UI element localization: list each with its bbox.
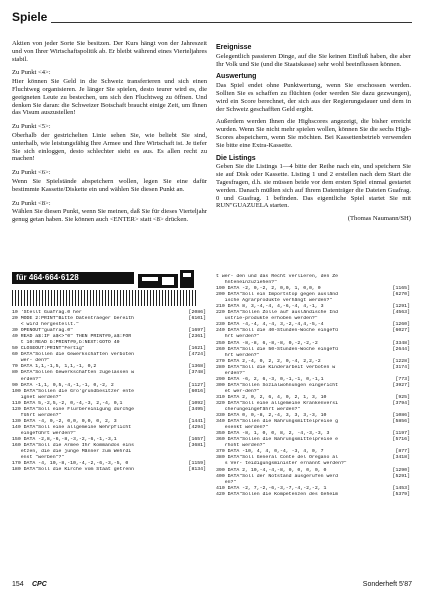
issue-label: Sonderheft 5'87	[362, 581, 412, 588]
code-text: 160 DATA"Soll die Armee Ihr Kommandos eins	[12, 443, 135, 449]
code-text: cherungeingefährt werden?"	[216, 407, 301, 413]
checksum: [1368]	[188, 364, 206, 370]
code-text: < wird hergestellt."	[12, 322, 79, 328]
point-4-label: Zu Punkt <4>:	[12, 69, 51, 77]
checksum: [2086]	[188, 310, 206, 315]
code-line	[12, 467, 206, 473]
code-text: ische Agrarprodukte verhängt werden?"	[216, 298, 333, 304]
code-text: 300 DATA"Sollen Sozialwohnungen eingericht	[216, 382, 339, 388]
page-number: 154	[12, 581, 24, 588]
code-text: en?"	[216, 479, 237, 485]
heading-ereignisse: Ereignisse	[216, 44, 252, 51]
code-text: 110 DATA 5,-2,5,-2, 0,-4,-3, 2,-4, 0,1	[12, 400, 123, 406]
section-title: Spiele	[12, 10, 51, 24]
code-line	[216, 492, 410, 498]
code-text: hrt werden?"	[216, 334, 260, 340]
code-text: 120 DATA"Soll eine Flurbereinigung durchge	[12, 406, 135, 412]
checksum: [1165]	[392, 286, 410, 292]
code-text: hnteneinzuziehen?"	[216, 280, 278, 286]
code-text: 210 DATA 8, 3,-4,-4, 4,-6,-4, 4,-1, 3	[216, 304, 324, 310]
code-text: 50 CLOSEOUT:PRINT"Fertig"	[12, 346, 85, 352]
code-text: 140 DATA"Soll eine allgemeine Wehrpflicht	[12, 424, 132, 430]
checksum: [5291]	[392, 473, 410, 479]
code-text: 90 DATA -1,1, 0,5,-4,-1,-1, 0,-2, 2	[12, 382, 114, 388]
code-text: rhöht werden?"	[216, 443, 266, 449]
code-text: 10 'Stellt Guafrag.0 her	[12, 310, 82, 315]
checksum: [1159]	[188, 461, 206, 467]
checksum: [2361]	[188, 334, 206, 340]
checksum: [6016]	[188, 388, 206, 394]
code-text: hrt werden?"	[216, 352, 260, 358]
checksum: [2644]	[392, 346, 410, 352]
magazine-logo: CPC	[32, 581, 47, 588]
code-text: 250 DATA -8,-8, 6,-8,-8, 0,-2,-2,-2	[216, 340, 318, 346]
checksum: [6270]	[392, 292, 410, 298]
checksum: [3418]	[392, 455, 410, 461]
checksum: [1092]	[188, 400, 206, 406]
checksum: [1228]	[392, 358, 410, 364]
listings-text: Geben Sie die Listings 1—4 bitte der Reihe nach ein, und speichern Sie sie auf Disk oder Kassette. Listing 1 und 2 erstellen nach dem Start die Tagesfragen, d.h. sie müssen beide vor dem ersten Spiel einmal gestartet werden. Danach müßten sich auf Ihrem Datenträger die Dateien Guafrag. 0 und Guafrag. 1 befinden. Das eigentliche Spiel startet Sie mit RUN"GUAZUELA starten.	[216, 163, 411, 210]
checksum: [4563]	[392, 310, 410, 316]
code-text: 310 DATA 2, 0, 2, 6, 4, 0, 2, 1, 3, 10	[216, 394, 327, 400]
point-5-label: Zu Punkt <5>:	[12, 123, 51, 131]
code-text: 330 DATA 0, 0,-8, 2,-4, 3, 3, 3,-3, 10	[216, 413, 327, 419]
checksum: [1621]	[188, 346, 206, 352]
header-rule	[12, 22, 412, 23]
checksum: [1657]	[188, 436, 206, 442]
code-text: ustrie-produkte erhoben werden?"	[216, 316, 318, 322]
code-text: etzen, die die junge Männer zum Wehrdi	[12, 449, 132, 455]
code-listing-right	[216, 274, 410, 498]
left-text-column	[12, 40, 207, 229]
code-text: 260 DATA"Soll die 50-Stunden-Woche eingefü	[216, 346, 339, 352]
point-8-label: Zu Punkt <8>:	[12, 199, 51, 207]
heading-auswertung: Auswertung	[216, 73, 257, 81]
code-text: 350 DATA -8, 1, 0, 0, 8, 2, -4,-3,-3, 3	[216, 431, 330, 437]
checksum: [6101]	[188, 316, 206, 322]
code-text: s Ver- teidigungsminister ernannt werden?"	[216, 461, 347, 467]
code-text: 360 DATA"Sollen die Nahrungsmittelpreise e	[216, 437, 339, 443]
code-text: 20 MODE 2:PRINT"Bitte Datentraeger bereith	[12, 316, 135, 322]
checksum: [1127]	[188, 382, 206, 388]
code-text: t 10:READ b:PRINT#9,b:NEXT:GOTO 40	[12, 340, 120, 346]
checksum: [5716]	[392, 437, 410, 443]
code-text: 370 DATA -10, 4, 4, 0,-4, -3, 4, 0, 7	[216, 449, 324, 455]
ereignisse-text: Gelegentlich passieren Dinge, auf die Sie keinen Einfluß haben, die aber Ihr Volk und Sie (und die Staatskasse) sehr wohl beeinflussen können.	[216, 52, 411, 68]
checksum: [3495]	[188, 406, 206, 412]
listing-stripe-decoration	[12, 290, 196, 306]
code-listing-left	[12, 310, 206, 473]
checksum: [773]	[395, 376, 410, 382]
code-text: führt werden?"	[12, 412, 62, 418]
checksum: [1441]	[188, 418, 206, 424]
code-text: 190 DATA -2, 0,-2, 2, 0,0, 1, 0,0, 0	[216, 286, 321, 292]
code-text: et wer-den?"	[216, 388, 260, 394]
checksum: [3748]	[188, 370, 206, 376]
checksum: [925]	[395, 394, 410, 400]
code-text: enst "werben"?"	[12, 455, 65, 461]
code-text: 200 DATA"Soll ein Importstop gegen ausländ	[216, 292, 339, 298]
checksum: [4294]	[188, 424, 206, 430]
checksum: [3927]	[392, 382, 410, 388]
checksum: [1291]	[392, 304, 410, 310]
code-text: eingeführt werden?"	[12, 430, 76, 436]
heading-listings: Die Listings	[216, 154, 256, 162]
point-6-label: Zu Punkt <6>:	[12, 169, 51, 177]
checksum: [8134]	[188, 467, 206, 473]
point-6-text: Wenn Sie Spielstände abspeichern wollen, legen Sie eine dafür bestimmte Kassette/Diskette ein und wählen Sie diesen Punkt an.	[12, 177, 207, 193]
code-text: 130 DATA -4, 0,-2, 0,0, 0,0, 0, 2, 3	[12, 418, 117, 424]
checksum: [1197]	[392, 431, 410, 437]
code-text: 400 DATA"Soll der Notstand ausgerufen werd	[216, 473, 339, 479]
point-5-text: Oberhalb der gestrichelten Linie sehen Sie, wie beliebt Sie sind, unterhalb, wie leistungsfähig Ihre Armee und Ihre Wirtschaft ist. Je tiefer Sie sich einloggen, desto schlechter sieht es aus. Es allen recht zu machen!	[12, 131, 207, 163]
code-text: erden?"	[12, 376, 42, 382]
code-text: erden?"	[216, 370, 246, 376]
code-text: 180 DATA"Soll die Kirche vom Staat getrenn	[12, 467, 135, 473]
checksum: [5379]	[392, 491, 410, 497]
checksum: [3681]	[188, 443, 206, 449]
code-text: ignet werden?"	[12, 394, 62, 400]
code-text: 30 OPENOUT"guafrag.0"	[12, 328, 74, 334]
code-text: 60 DATA"Sollen die Gewerkschaften verboten	[12, 352, 135, 358]
code-text: t wer- den und das Recht verlieren, den Ze	[216, 274, 339, 279]
checksum: [1260]	[392, 322, 410, 328]
checksum: [1453]	[392, 485, 410, 491]
code-text: 100 DATA"Sollen die Gro'grundbesitzer ente	[12, 388, 135, 394]
right-text-column	[216, 40, 411, 223]
intro-paragraph: Aktien von jeder Sorte Sie besitzen. Der Kurs hängt von der Jahreszeit und von Ihrer Wirtschaftspolitik ab. Er bleibt während eines Vierteljahres stabil.	[12, 40, 207, 63]
page-header	[12, 10, 412, 28]
author-credit: (Thomas Naumann/SH)	[347, 215, 411, 223]
page-footer	[12, 581, 412, 593]
computer-icon	[136, 268, 196, 290]
checksum: [1290]	[392, 467, 410, 473]
point-8-text: Wählen Sie diesen Punkt, wenn Sie meinen, daß Sie für dieses Vierteljahr genug getan haben. Sie können auch <ENTER> statt <8> drücken.	[12, 208, 207, 224]
code-text: 240 DATA"Soll die 40-Stunden-Woche eingefü	[216, 328, 339, 334]
code-text: 80 DATA"Sollen Gewerkschaften zugelassen w	[12, 370, 135, 376]
code-text: 270 DATA 2,-4, 0, 2, 2, 0,-4, 2,2,-2	[216, 358, 321, 364]
code-text: 220 DATA"Sollen Zölle auf ausländische Ind	[216, 310, 339, 316]
code-text: 170 DATA -4, 10,-8,-10,-4,-2,-6,-3,-5, 0	[12, 461, 129, 467]
checksum: [6027]	[392, 328, 410, 334]
checksum: [877]	[395, 449, 410, 455]
point-4-text: Hier können Sie Geld in die Schweiz transferieren und sich einen Fluchtweg organisieren. Je länger Sie spielen, desto teurer wird es, die geeigneten Leute zu bestechen, um sich den Fluchtweg zu öffnen. Und denken Sie daran: die Schweizer Botschaft braucht einige Zeit, um Ihnen das Visum auszustellen!	[12, 78, 207, 117]
code-text: 230 DATA -4,-4, 4,-4, 3,-2,-4,4,-5,-4	[216, 322, 324, 328]
checksum: [1697]	[188, 328, 206, 334]
code-text: esenkt werden?"	[216, 425, 269, 431]
code-text: 410 DATA -2, 7,-2,-6,-3,-7,-4,-2,-2, 1	[216, 485, 327, 491]
code-text: 40 READ a$:IF a$<>"0" THEN PRINT#9,a$:FOR	[12, 334, 132, 340]
listing-header: für 464·664·6128	[12, 272, 134, 284]
code-text: wer- den?"	[12, 358, 50, 364]
highscore-text: Außerdem werden Ihnen die Highscores angezeigt, die bisher erreicht wurden. Wenn Sie nicht mehr spielen wollen, können Sie die sechs High-Scores abspeichern, wenn Sie möchten. Bei Kassettenbetrieb verwenden Sie bitte eine Extra-Kassette.	[216, 118, 411, 149]
checksum: [3174]	[392, 364, 410, 370]
code-text: 390 DATA 2, 10,-4,-4,-8, 0, 0, 0, 0, 0	[216, 467, 327, 473]
code-text: 280 DATA"Soll die Kinderarbeit verboten w	[216, 364, 336, 370]
code-text: 340 DATA"Sollen die Nahrungsmittelpreise g	[216, 419, 339, 425]
checksum: [4724]	[188, 352, 206, 358]
code-text: 290 DATA -6, 2, 6,-3, 0,-1,-1, 0,-1,1	[216, 376, 324, 382]
code-text: 420 DATA"Sollen die Kompetenzen des Geheim	[216, 491, 339, 497]
checksum: [3348]	[392, 340, 410, 346]
code-text: 150 DATA -2,8,-6,-8,-3,-2,-6,-1,-3,1	[12, 436, 117, 442]
checksum: [1086]	[392, 413, 410, 419]
auswertung-text: Das Spiel endet ohne Punktwertung, wenn Sie erschossen werden. Sollten Sie es schaffen zu flüchten (oder werden Sie dazu gezwungen), wird ein Score berechnet, der sich aus der Regierungsdauer und dem in der Schweiz geschafften Geld ergibt.	[216, 82, 411, 113]
code-text: 320 DATA"Soll eine allgemeine Krankenversi	[216, 400, 339, 406]
code-text: 380 DATA"Soll General Conte del Oregano al	[216, 455, 339, 461]
code-text: 70 DATA 1,1,-1,5, 1,1,-1, 0,2	[12, 364, 97, 370]
checksum: [5856]	[392, 419, 410, 425]
checksum: [3794]	[392, 400, 410, 406]
